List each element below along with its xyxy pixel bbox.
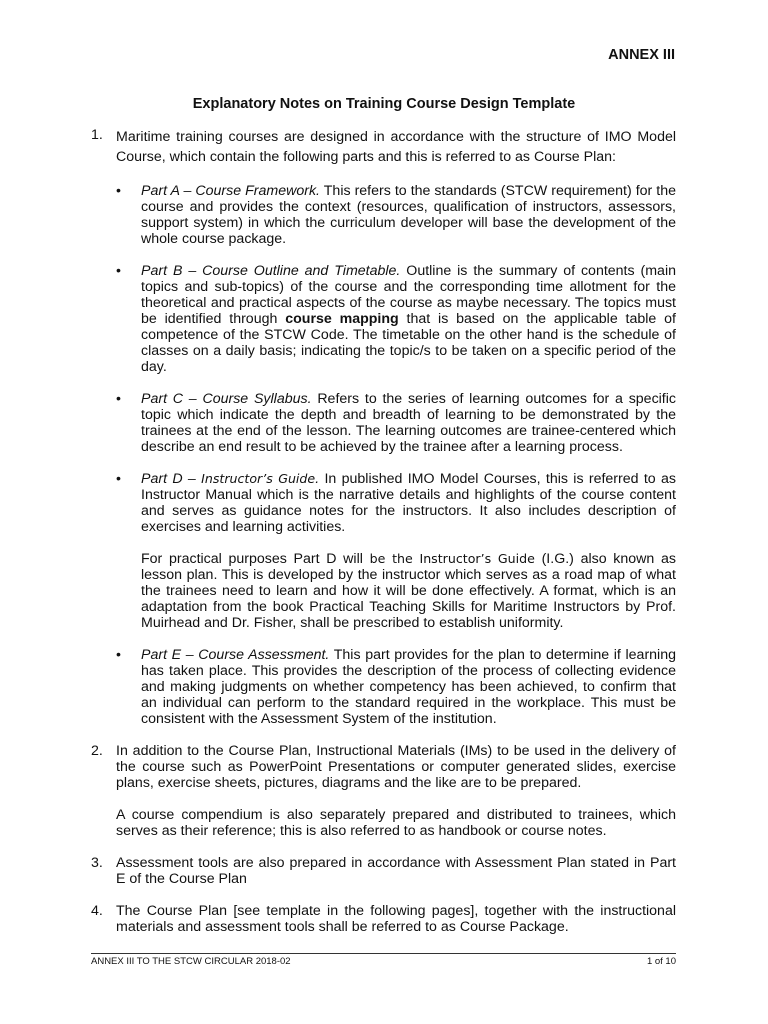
- item-text: In addition to the Course Plan, Instructional Materials (IMs) to be used in the delivery of the course such as PowerPoint Presentations or computer generated slides, exercise plans, exercise sheets, pictures, diagrams and the like are to be prepared.: [116, 743, 676, 791]
- part-c-text: Refers to the series of learning outcomes for a specific topic which indicate the depth and breadth of learning to be demonstrated by the trainees at the end of the lesson. The learning outcomes are trainee-centered which describe an end result to be achieved by the trainee after a learning process.: [141, 391, 676, 455]
- part-b-emphasis: course mapping: [285, 311, 399, 327]
- page-title: Explanatory Notes on Training Course Design Template: [192, 96, 576, 112]
- bullet-icon: •: [116, 471, 121, 487]
- part-d: [116, 471, 676, 631]
- part-c-title: Part C – Course Syllabus.: [141, 391, 312, 407]
- list-item-1: [91, 127, 676, 727]
- part-d-practical-text-cont: (I.G.) also known as lesson plan. This is developed by the instructor which serves as a road map of what the trainees need to learn and how it will be done effectively. A format, which is an adaptation from the book Practical Teaching Skills for Maritime Instructors by Prof. Muirhead and Dr. Fisher, shall be prescribed to establish uniformity.: [141, 551, 676, 631]
- part-d-practical-text: For practical purposes Part D will: [141, 551, 370, 567]
- item-number: 2.: [91, 743, 103, 759]
- part-b-title: Part B – Course Outline and Timetable.: [141, 263, 401, 279]
- item-number: 4.: [91, 903, 103, 919]
- part-d-title: Part D –: [141, 471, 202, 487]
- bullet-icon: •: [116, 263, 121, 279]
- part-d-title-ig: Instructor’s Guide: [201, 471, 316, 486]
- item-text: The Course Plan [see template in the following pages], together with the instructional materials and assessment tools shall be referred to as Course Package.: [116, 903, 676, 935]
- part-c: [116, 391, 676, 455]
- list-item-2: [91, 743, 676, 839]
- bullet-icon: •: [116, 647, 121, 663]
- part-a-title: Part A – Course Framework.: [141, 183, 320, 199]
- part-d-practical: [141, 551, 676, 631]
- part-d-practical-ig: be the Instructor’s Guide: [369, 551, 535, 566]
- item-sub-text: A course compendium is also separately prepared and distributed to trainees, which serves as their reference; this is also referred to as handbook or course notes.: [116, 807, 676, 839]
- part-d-text: In published IMO Model Courses, this is referred to as Instructor Manual which is the narrative details and highlights of the course content and serves as guidance notes for the instructors. It also includes description of exercises and learning activities.: [141, 471, 677, 535]
- list-item-3: [91, 855, 676, 887]
- footer-document-ref: ANNEX III TO THE STCW CIRCULAR 2018-02: [91, 956, 291, 967]
- page-number: 1 of 10: [646, 956, 676, 967]
- part-e-text: This part provides for the plan to determine if learning has taken place. This provides the description of the process of collecting evidence and making judgments on whether competency has been achieved, to confirm that an individual can perform to the standard required in the workplace. This must be consistent with the Assessment System of the institution.: [141, 647, 676, 727]
- item-number: 3.: [91, 855, 103, 871]
- part-e-title: Part E – Course Assessment.: [141, 647, 330, 663]
- document-body: [91, 127, 676, 951]
- bullet-icon: •: [116, 183, 121, 199]
- part-d-title-dot: .: [315, 471, 320, 487]
- annex-label: ANNEX III: [608, 47, 675, 63]
- part-b-text: Outline is the summary of contents (main topics and sub-topics) of the course and the corresponding time allotment for the theoretical and practical aspects of the course as maybe necessary. The topics must be identified through: [141, 263, 676, 327]
- part-a-text: This refers to the standards (STCW requirement) for the course and provides the context (resources, qualification of instructors, assessors, support system) in which the curriculum developer will base the development of the whole course package.: [141, 183, 676, 247]
- part-a: [116, 183, 676, 247]
- part-e: [116, 647, 676, 727]
- part-b-text-cont: that is based on the applicable table of competence of the STCW Code. The timetable on the other hand is the schedule of classes on a daily basis; indicating the topic/s to be taken on a specific period of the day.: [141, 311, 676, 375]
- bullet-icon: •: [116, 391, 121, 407]
- page-footer: [91, 953, 676, 967]
- part-b: [116, 263, 676, 375]
- item-number: 1.: [91, 127, 103, 143]
- item-text: Maritime training courses are designed in accordance with the structure of IMO Model Course, which contain the following parts and this is referred to as Course Plan:: [116, 129, 676, 165]
- list-item-4: [91, 903, 676, 935]
- item-text: Assessment tools are also prepared in accordance with Assessment Plan stated in Part E of the Course Plan: [116, 855, 676, 887]
- course-plan-parts: [116, 183, 676, 727]
